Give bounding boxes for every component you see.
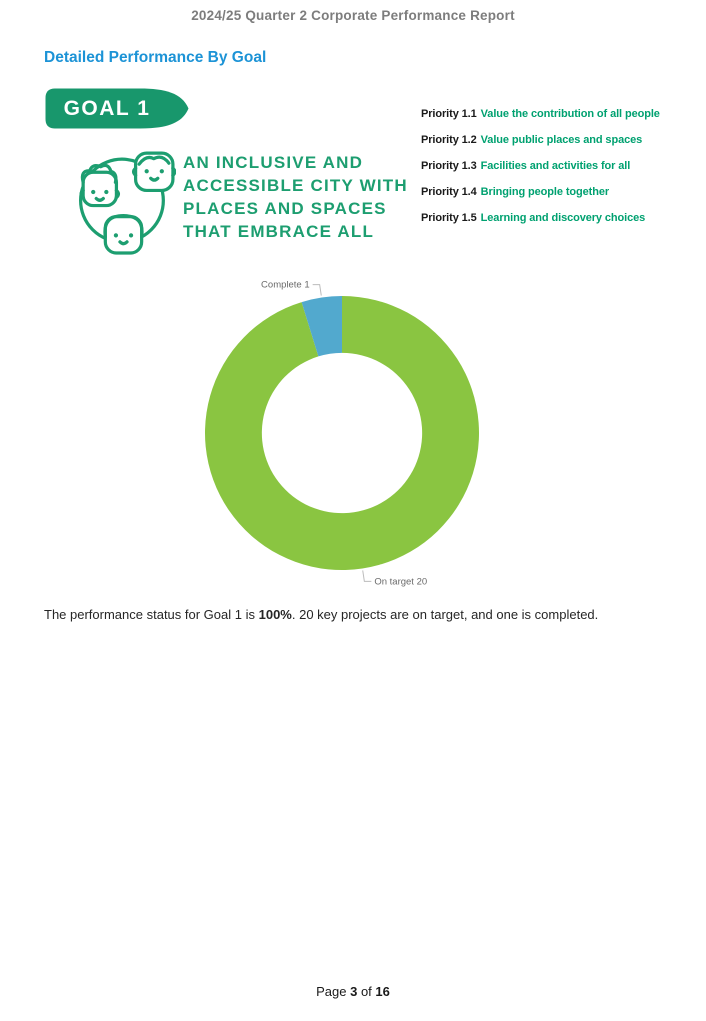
priority-number: Priority 1.3 <box>421 160 477 172</box>
priority-item-1-1 <box>421 108 660 134</box>
priority-number: Priority 1.4 <box>421 186 477 198</box>
footer-current-page: 3 <box>350 984 358 999</box>
donut-data-label: Complete 1 <box>261 279 310 291</box>
priority-item-1-3 <box>421 160 660 186</box>
priority-text: Learning and discovery choices <box>480 212 646 224</box>
goal-badge-label: GOAL 1 <box>63 96 151 120</box>
priority-text: Bringing people together <box>480 186 610 198</box>
priority-number: Priority 1.2 <box>421 134 477 146</box>
footer-of: of <box>357 984 376 999</box>
summary-text: The performance status for Goal 1 is <box>44 607 259 622</box>
boy-face <box>81 165 118 205</box>
goal-statement-line: PLACES AND SPACES <box>183 199 387 218</box>
people-community-icon <box>74 141 176 255</box>
priority-item-1-5 <box>421 212 660 238</box>
section-title: Detailed Performance By Goal <box>44 49 267 66</box>
priority-text: Value public places and spaces <box>480 134 643 146</box>
priority-text: Facilities and activities for all <box>480 160 631 172</box>
performance-summary <box>44 607 684 622</box>
goal-1-status-donut-chart <box>162 253 522 613</box>
donut-data-label: On target 20 <box>374 576 428 588</box>
priority-item-1-2 <box>421 134 660 160</box>
footer-total-pages: 16 <box>375 984 390 999</box>
priority-list <box>421 108 660 238</box>
goal-statement <box>183 151 408 243</box>
summary-highlight: 100% <box>258 607 292 622</box>
goal-statement-line: ACCESSIBLE CITY WITH <box>183 176 408 195</box>
girl-face <box>105 216 142 253</box>
priority-text: Value the contribution of all people <box>480 108 660 120</box>
priority-item-1-4 <box>421 186 660 212</box>
goal-1-badge <box>44 87 191 130</box>
man-face <box>134 153 175 190</box>
footer-prefix: Page <box>316 984 351 999</box>
priority-number: Priority 1.5 <box>421 212 477 224</box>
summary-text: . 20 key projects are on target, and one is completed. <box>291 607 599 622</box>
page-number <box>0 984 706 999</box>
report-title: 2024/25 Quarter 2 Corporate Performance Report <box>191 8 515 23</box>
goal-statement-line: THAT EMBRACE ALL <box>183 222 375 241</box>
label-leader-line <box>363 570 372 581</box>
priority-number: Priority 1.1 <box>421 108 477 120</box>
goal-statement-line: AN INCLUSIVE AND <box>183 153 364 172</box>
label-leader-line <box>313 285 322 296</box>
